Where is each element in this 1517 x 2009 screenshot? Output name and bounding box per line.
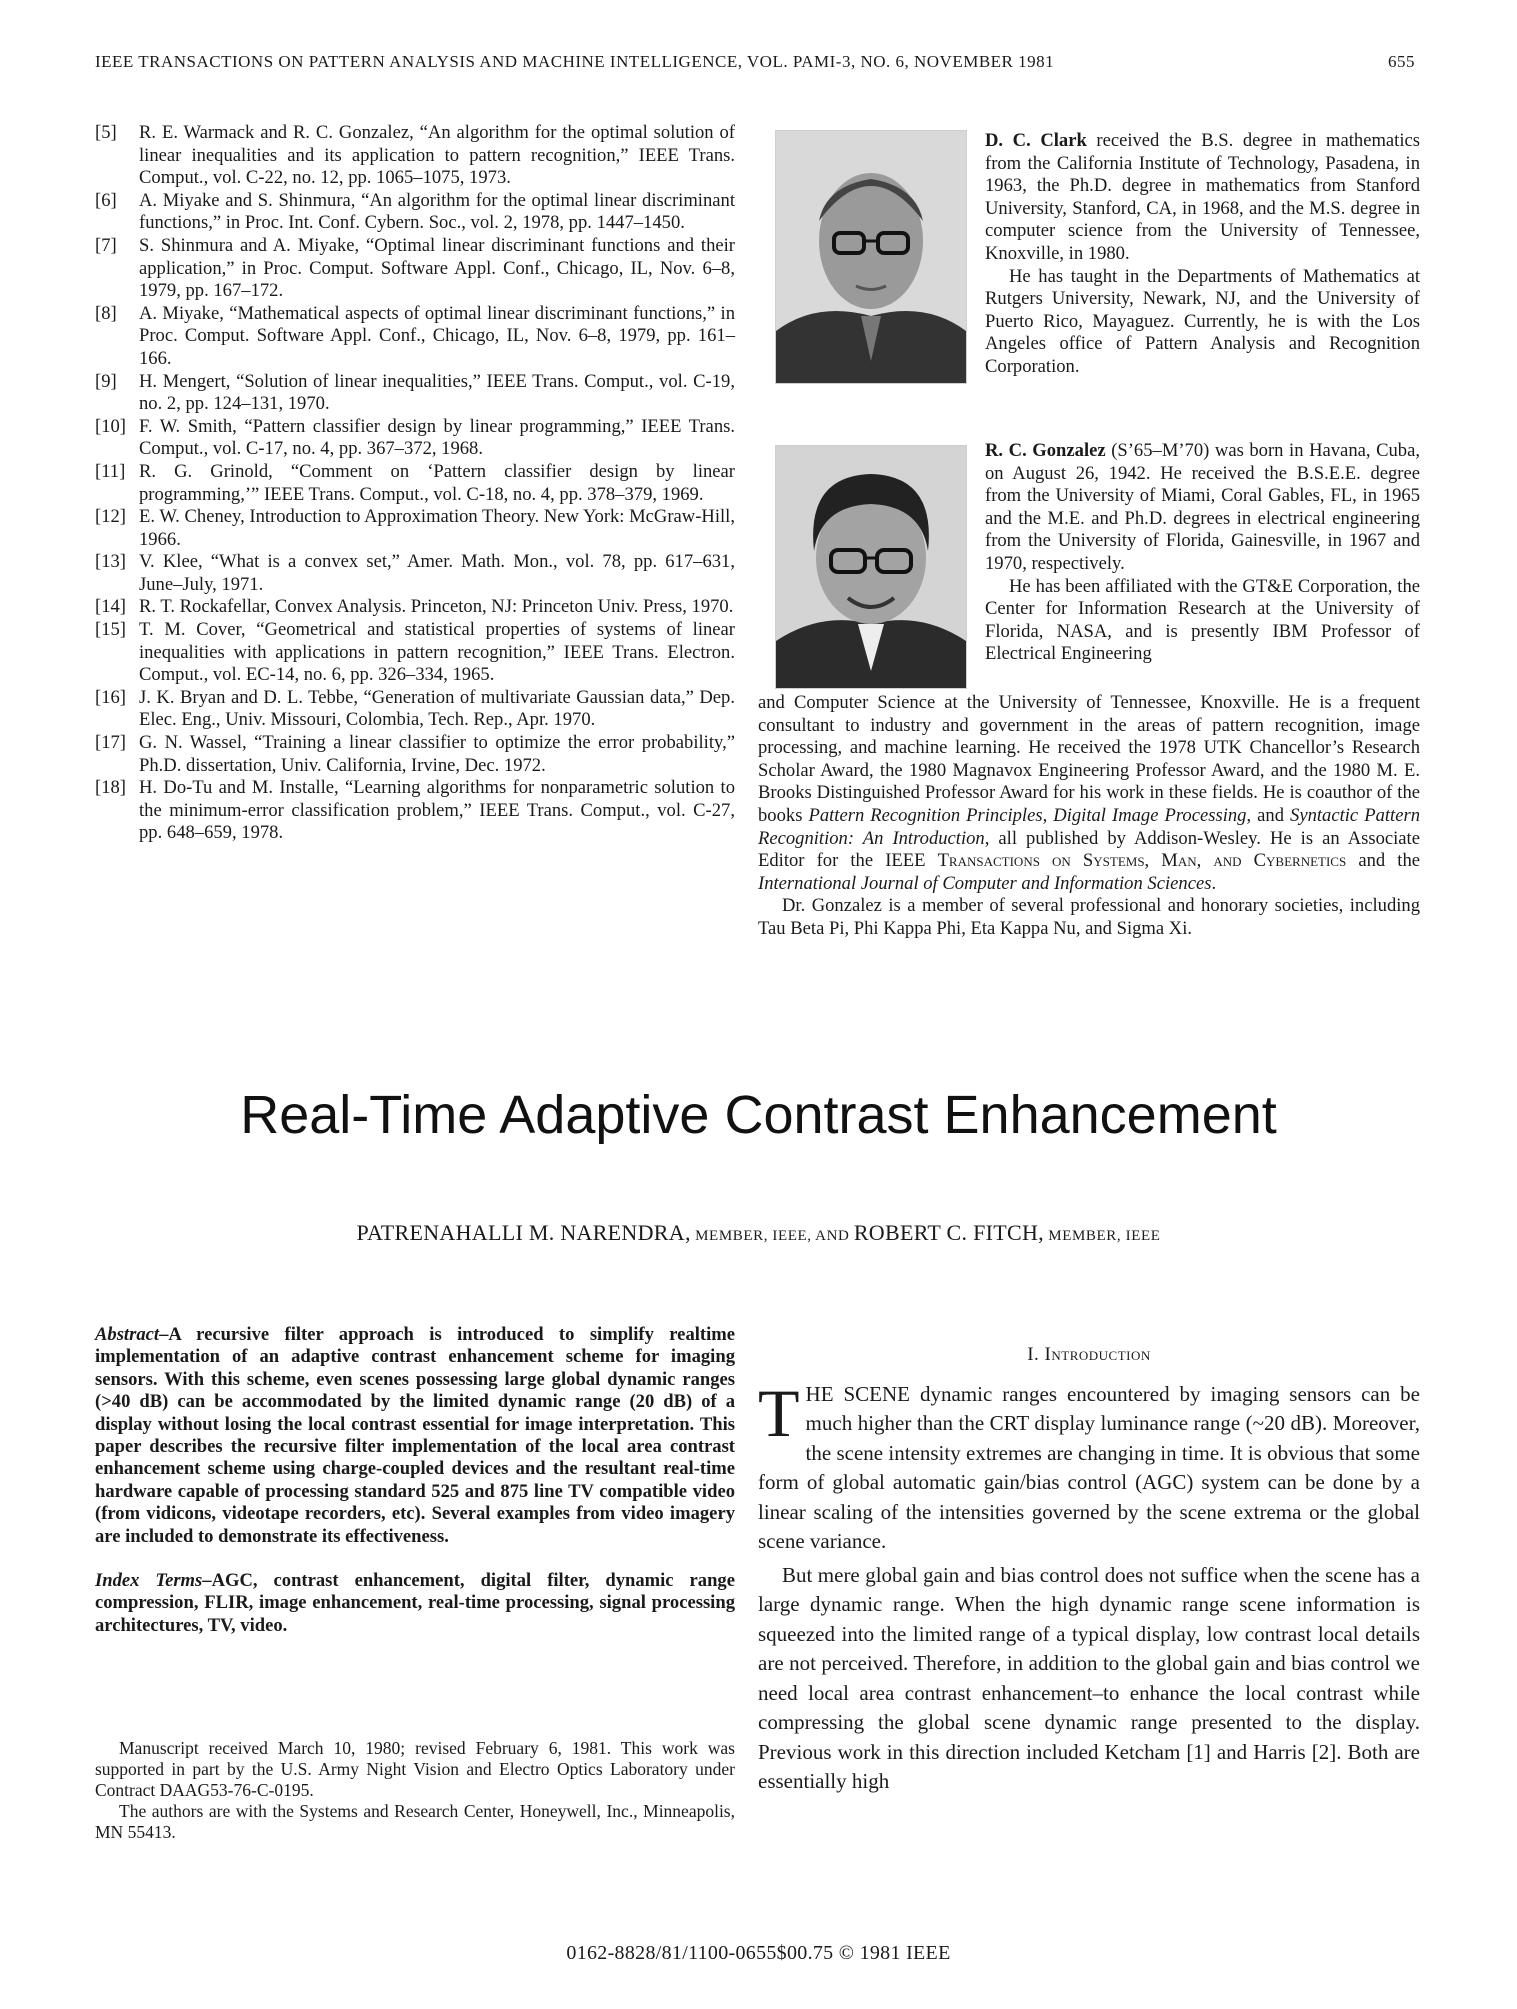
intro-paragraph-1: HE SCENE dynamic ranges encountered by imaging sensors can be much higher than the CRT display luminance range (~20 dB). Moreover, the scene intensity extremes are changing in time. It is obvious that some form of global automatic gain/bias control (AGC) system can be done by a linear scaling of the intensities governed by the scene extrema or the global scene variance. xyxy=(758,1381,1420,1553)
reference-item xyxy=(95,190,735,235)
reference-number: [15] xyxy=(95,619,126,641)
book-title-3: Syntactic Pattern Recognition: An Introduction xyxy=(758,804,1420,849)
author-1: PATRENAHALLI M. NARENDRA, xyxy=(356,1220,691,1245)
reference-item xyxy=(95,619,735,687)
reference-item xyxy=(95,122,735,190)
portrait-image xyxy=(776,131,966,383)
article-title: Real-Time Adaptive Contrast Enhancement xyxy=(240,1085,1277,1145)
clark-bio-p1: received the B.S. degree in mathematics from the California Institute of Technology, Pasadena, in 1963, the Ph.D. degree in mathematics from Stanford University, Stanford, CA, in 1968, and the M.S. degree in computer science from the University of Tennessee, Knoxville, in 1980. xyxy=(985,130,1420,264)
journal-title-1: Transactions on Systems, Man, and Cybernetics xyxy=(937,850,1347,872)
reference-number: [7] xyxy=(95,234,117,256)
reference-item xyxy=(95,551,735,596)
reference-item xyxy=(95,461,735,506)
reference-number: [18] xyxy=(95,777,126,799)
gonzalez-bio-p2-wide-b: , all published by Addison-Wesley. He is an Associate Editor for the IEEE xyxy=(758,827,1420,872)
reference-text: T. M. Cover, “Geometrical and statistical properties of systems of linear inequalities with applications in pattern recognition,” IEEE Trans. Electron. Comput., vol. EC-14, no. 6, pp. 326–334, 1965. xyxy=(139,619,735,686)
running-header xyxy=(95,52,1415,72)
reference-item xyxy=(95,687,735,732)
reference-text: S. Shinmura and A. Miyake, “Optimal linear discriminant functions and their application,” in Proc. Comput. Software Appl. Conf., Chicago, IL, Nov. 6–8, 1979, pp. 167–172. xyxy=(139,234,735,302)
clark-bio-p2: He has taught in the Departments of Mathematics at Rutgers University, Newark, NJ, and the University of Puerto Rico, Mayaguez. Currently, he is with the Los Angeles office of Pattern Analysis and Recognition Corporation. xyxy=(985,265,1420,377)
reference-item xyxy=(95,596,735,619)
reference-number: [12] xyxy=(95,506,126,528)
reference-item xyxy=(95,416,735,461)
introduction-section xyxy=(758,1340,1420,1801)
clark-name: D. C. Clark xyxy=(985,130,1087,151)
reference-text: R. E. Warmack and R. C. Gonzalez, “An algorithm for the optimal solution of linear inequalities and its application to pattern recognition,” IEEE Trans. Comput., vol. C-22, no. 12, pp. 1065–1075, 1973. xyxy=(139,122,735,189)
reference-number: [5] xyxy=(95,122,117,143)
gonzalez-biography-narrow xyxy=(985,440,1420,666)
portrait-image xyxy=(776,446,966,688)
reference-text: F. W. Smith, “Pattern classifier design by linear programming,” IEEE Trans. Comput., vol. C-17, no. 4, pp. 367–372, 1968. xyxy=(139,415,735,460)
reference-number: [8] xyxy=(95,302,117,324)
intro-paragraph-2: But mere global gain and bias control does not suffice when the scene has a large dynamic range. When the high dynamic range scene information is squeezed into the limited range of a typical display, low contrast local details are not perceived. Therefore, in addition to the global gain and bias control we need local area contrast enhancement–to enhance the local contrast while compressing the global scene dynamic range presented to the display. Previous work in this direction included Ketcham [1] and Harris [2]. Both are essentially high xyxy=(758,1562,1420,1793)
book-title-1: Pattern Recognition Principles xyxy=(808,804,1043,826)
gonzalez-bio-p1: (S’65–M’70) was born in Havana, Cuba, on August 26, 1942. He received the B.S.E.E. degree from the University of Miami, Coral Gables, FL, in 1965 and the M.E. and Ph.D. degrees in electrical engineering from the University of Florida, Gainesville, in 1967 and 1970, respectively. xyxy=(985,440,1420,574)
reference-number: [17] xyxy=(95,732,126,754)
manuscript-footnote xyxy=(95,1738,735,1843)
abstract-section xyxy=(95,1324,735,1659)
author-affiliation: The authors are with the Systems and Research Center, Honeywell, Inc., Minneapolis, MN 55413. xyxy=(95,1801,735,1842)
reference-item xyxy=(95,235,735,303)
index-terms-label: Index Terms xyxy=(95,1570,203,1592)
reference-number: [9] xyxy=(95,370,117,392)
introduction-heading: I. Introduction xyxy=(1027,1344,1151,1365)
gonzalez-biography-wide xyxy=(758,692,1420,941)
reference-text: E. W. Cheney, Introduction to Approximation Theory. New York: McGraw-Hill, 1966. xyxy=(139,506,735,550)
gonzalez-name: R. C. Gonzalez xyxy=(985,440,1106,461)
clark-biography xyxy=(985,130,1420,379)
author-1-membership: MEMBER, IEEE, AND xyxy=(690,1228,854,1244)
gonzalez-bio-p2-wide-a: and Computer Science at the University of Tennessee, Knoxville. He is a frequent consultant to industry and government in the areas of pattern recognition, image processing, and machine learning. He received the 1978 UTK Chancellor’s Research Scholar Award, the 1980 Magnavox Engineering Professor Award, and the 1980 M. E. Brooks Distinguished Professor Award for his work in these fields. He is coauthor of the books xyxy=(758,692,1420,826)
clark-portrait-photo xyxy=(775,130,967,384)
author-2-membership: MEMBER, IEEE xyxy=(1043,1228,1161,1244)
article-authors xyxy=(0,1220,1517,1246)
reference-number: [16] xyxy=(95,686,126,708)
reference-text: R. T. Rockafellar, Convex Analysis. Princeton, NJ: Princeton Univ. Press, 1970. xyxy=(139,596,734,618)
drop-cap: T xyxy=(758,1374,800,1451)
reference-item xyxy=(95,371,735,416)
copyright-footer: 0162-8828/81/1100-0655$00.75 © 1981 IEEE xyxy=(566,1942,951,1964)
reference-number: [10] xyxy=(95,415,126,437)
reference-text: A. Miyake and S. Shinmura, “An algorithm for the optimal linear discriminant functions,” in Proc. Int. Conf. Cybern. Soc., vol. 2, 1978, pp. 1447–1450. xyxy=(139,189,735,234)
reference-number: [13] xyxy=(95,551,126,573)
author-2: ROBERT C. FITCH, xyxy=(853,1220,1044,1245)
reference-number: [6] xyxy=(95,189,117,211)
book-title-2: Digital Image Processing xyxy=(1053,804,1247,826)
manuscript-received: Manuscript received March 10, 1980; revised February 6, 1981. This work was supported in part by the U.S. Army Night Vision and Electro Optics Laboratory under Contract DAAG53-76-C-0195. xyxy=(95,1738,735,1800)
journal-header: IEEE TRANSACTIONS ON PATTERN ANALYSIS AND MACHINE INTELLIGENCE, VOL. PAMI-3, NO. 6, NOVEMBER 1981 xyxy=(95,52,1055,71)
reference-text: H. Mengert, “Solution of linear inequalities,” IEEE Trans. Comput., vol. C-19, no. 2, pp. 124–131, 1970. xyxy=(139,370,735,415)
reference-text: G. N. Wassel, “Training a linear classifier to optimize the error probability,” Ph.D. dissertation, Univ. California, Irvine, Dec. 1972. xyxy=(139,732,735,776)
separator: , and xyxy=(1246,804,1291,826)
reference-number: [14] xyxy=(95,596,126,618)
reference-item xyxy=(95,732,735,777)
separator: , xyxy=(1042,804,1054,826)
index-terms-text: –AGC, contrast enhancement, digital filter, dynamic range compression, FLIR, image enhancement, real-time processing, signal processing architectures, TV, video. xyxy=(95,1570,735,1636)
reference-item xyxy=(95,506,735,551)
reference-item xyxy=(95,303,735,371)
references-list xyxy=(95,122,735,845)
gonzalez-bio-p3: Dr. Gonzalez is a member of several professional and honorary societies, including Tau Beta Pi, Phi Kappa Phi, Eta Kappa Nu, and Sigma Xi. xyxy=(758,895,1420,939)
reference-item xyxy=(95,777,735,845)
abstract-label: Abstract xyxy=(95,1324,160,1345)
abstract-text: –A recursive filter approach is introduced to simplify realtime implementation of an adaptive contrast enhancement scheme for imaging sensors. With this scheme, even scenes possessing large global dynamic ranges (>40 dB) can be accommodated by the limited dynamic range (20 dB) of a display without losing the local contrast essential for image interpretation. This paper describes the recursive filter implementation of the local area contrast enhancement scheme using charge-coupled devices and the resultant real-time hardware capable of processing standard 525 and 875 line TV compatible video (from vidicons, videotape recorders, etc). Several examples from video imagery are included to demonstrate its effectiveness. xyxy=(95,1324,735,1547)
period: . xyxy=(1211,872,1217,894)
reference-text: V. Klee, “What is a convex set,” Amer. Math. Mon., vol. 78, pp. 617–631, June–July, 1971. xyxy=(139,551,735,595)
reference-text: H. Do-Tu and M. Installe, “Learning algorithms for nonparametric solution to the minimum-error classification problem,” IEEE Trans. Comput., vol. C-27, pp. 648–659, 1978. xyxy=(139,777,735,844)
reference-text: A. Miyake, “Mathematical aspects of optimal linear discriminant functions,” in Proc. Comput. Software Appl. Conf., Chicago, IL, Nov. 6–8, 1979, pp. 161–166. xyxy=(139,302,735,369)
reference-number: [11] xyxy=(95,460,126,482)
reference-text: R. G. Grinold, “Comment on ‘Pattern classifier design by linear programming,’” IEEE Trans. Comput., vol. C-18, no. 4, pp. 378–379, 1969. xyxy=(139,460,735,505)
journal-title-2: International Journal of Computer and Information Sciences xyxy=(758,872,1212,894)
gonzalez-bio-p2-narrow: He has been affiliated with the GT&E Corporation, the Center for Information Research at the University of Florida, NASA, and is presently IBM Professor of Electrical Engineering xyxy=(985,575,1420,665)
gonzalez-portrait-photo xyxy=(775,445,967,689)
page-number: 655 xyxy=(1388,52,1415,71)
reference-text: J. K. Bryan and D. L. Tebbe, “Generation of multivariate Gaussian data,” Dep. Elec. Eng., Univ. Missouri, Colombia, Tech. Rep., Apr. 1970. xyxy=(139,686,735,731)
gonzalez-bio-p2-wide-c: and the xyxy=(1346,850,1420,872)
